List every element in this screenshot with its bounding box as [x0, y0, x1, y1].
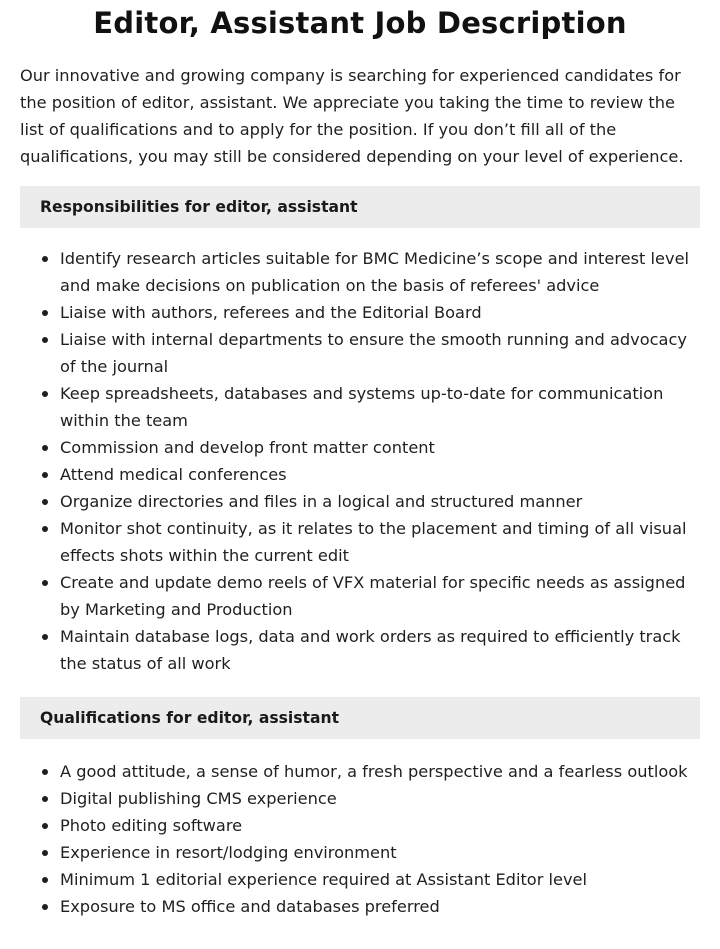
list-item	[20, 785, 700, 812]
list-item-text: Commission and develop front matter content	[60, 438, 435, 457]
list-item-text: Maintain database logs, data and work orders as required to efficiently track the status of all work	[60, 627, 681, 673]
list-item-text: Liaise with authors, referees and the Editorial Board	[60, 303, 482, 322]
list-item-text: Create and update demo reels of VFX material for specific needs as assigned by Marketing and Production	[60, 573, 686, 619]
qualifications-heading: Qualifications for editor, assistant	[20, 697, 700, 739]
list-item	[20, 812, 700, 839]
list-item	[20, 866, 700, 893]
bullet-icon	[42, 472, 48, 478]
list-item-text: Photo editing software	[60, 816, 243, 835]
bullet-icon	[42, 769, 48, 775]
bullet-icon	[42, 445, 48, 451]
list-item-text: Keep spreadsheets, databases and systems up-to-date for communication within the team	[60, 384, 664, 430]
list-item-text: Experience in resort/lodging environment	[60, 843, 397, 862]
list-item	[20, 299, 700, 326]
list-item-text: Liaise with internal departments to ensure the smooth running and advocacy of the journal	[60, 330, 687, 376]
list-item-text: Exposure to MS office and databases preferred	[60, 897, 440, 916]
bullet-icon	[42, 256, 48, 262]
bullet-icon	[42, 877, 48, 883]
bullet-icon	[42, 391, 48, 397]
list-item-text: Monitor shot continuity, as it relates to the placement and timing of all visual effects shots within the current edit	[60, 519, 687, 565]
bullet-icon	[42, 499, 48, 505]
intro-paragraph: Our innovative and growing company is searching for experienced candidates for the position of editor, assistant. We appreciate you taking the time to review the list of qualifications and to apply for the position. If you don’t fill all of the qualifications, you may still be considered depending on your level of experience.	[20, 66, 684, 166]
list-item-text: Identify research articles suitable for BMC Medicine’s scope and interest level and make decisions on publication on the basis of referees' advice	[60, 249, 690, 295]
bullet-icon	[42, 526, 48, 532]
bullet-icon	[42, 634, 48, 640]
page-title: Editor, Assistant Job Description	[93, 6, 627, 40]
list-item-text: Organize directories and files in a logical and structured manner	[60, 492, 583, 511]
list-item	[20, 434, 700, 461]
list-item	[20, 461, 700, 488]
qualifications-list	[20, 758, 700, 920]
bullet-icon	[42, 904, 48, 910]
list-item-text: A good attitude, a sense of humor, a fresh perspective and a fearless outlook	[60, 762, 688, 781]
bullet-icon	[42, 310, 48, 316]
bullet-icon	[42, 850, 48, 856]
list-item	[20, 245, 700, 299]
list-item	[20, 893, 700, 920]
bullet-icon	[42, 337, 48, 343]
list-item	[20, 569, 700, 623]
list-item	[20, 380, 700, 434]
list-item	[20, 839, 700, 866]
list-item	[20, 758, 700, 785]
bullet-icon	[42, 823, 48, 829]
list-item-text: Minimum 1 editorial experience required at Assistant Editor level	[60, 870, 587, 889]
list-item-text: Digital publishing CMS experience	[60, 789, 337, 808]
list-item	[20, 488, 700, 515]
list-item	[20, 623, 700, 677]
responsibilities-heading: Responsibilities for editor, assistant	[20, 186, 700, 228]
list-item	[20, 515, 700, 569]
bullet-icon	[42, 796, 48, 802]
list-item	[20, 326, 700, 380]
list-item-text: Attend medical conferences	[60, 465, 287, 484]
bullet-icon	[42, 580, 48, 586]
responsibilities-list	[20, 245, 700, 677]
